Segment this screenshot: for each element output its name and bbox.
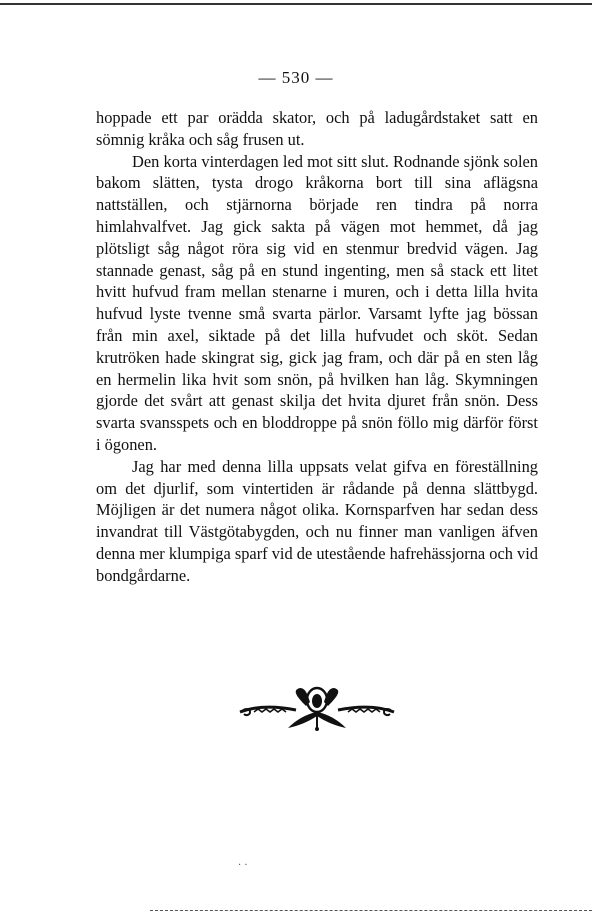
top-rule xyxy=(0,3,592,5)
print-speck: · · xyxy=(238,860,248,871)
paragraph-3: Jag har med denna lilla uppsats velat gifva en föreställning om det djurlif, som vintertiden är rådande på denna slättbygd. Möjligen är det numera något olika. Kornsparfven har sedan dess invandrat till Västgötabygden, och nu finner man vanligen äfven denna mer klumpiga sparf vid de utestående hafrehässjorna och vid bondgårdarne. xyxy=(96,456,538,585)
floral-tailpiece-icon xyxy=(236,684,398,732)
page-number: — 530 — xyxy=(258,68,334,87)
paragraph-2: Den korta vinterdagen led mot sitt slut. Rodnande sjönk solen bakom slätten, tysta drogo kråkorna bort till sina aflägsna nattställen, och stjärnorna började ren tindra på norra himlahvalfvet. Jag gick sakta på vägen mot hemmet, då jag plötsligt såg något röra sig vid en stenmur bredvid vägen. Jag stannade genast, såg på en stund ingenting, men så stack ett litet hvitt hufvud fram mellan stenarne i muren, och i detta lilla hvita hufvud lyste tvenne små svarta pärlor. Varsamt lyfte jag bössan från min axel, siktade på det lilla hufvudet och sköt. Sedan krutröken hade skingrat sig, gick jag fram, och där på en sten låg en hermelin lika hvit som snön, på hvilken han låg. Skymningen gjorde det svårt att genast skilja det hvita djuret från snön. Dess svarta svansspets och en bloddroppe på snön föllo mig därför först i ögonen. xyxy=(96,151,538,454)
body-text xyxy=(96,107,538,587)
bottom-rule xyxy=(150,910,592,912)
paragraph-1: hoppade ett par orädda skator, och på ladugårdstaket satt en sömnig kråka och såg frusen ut. xyxy=(96,108,538,149)
